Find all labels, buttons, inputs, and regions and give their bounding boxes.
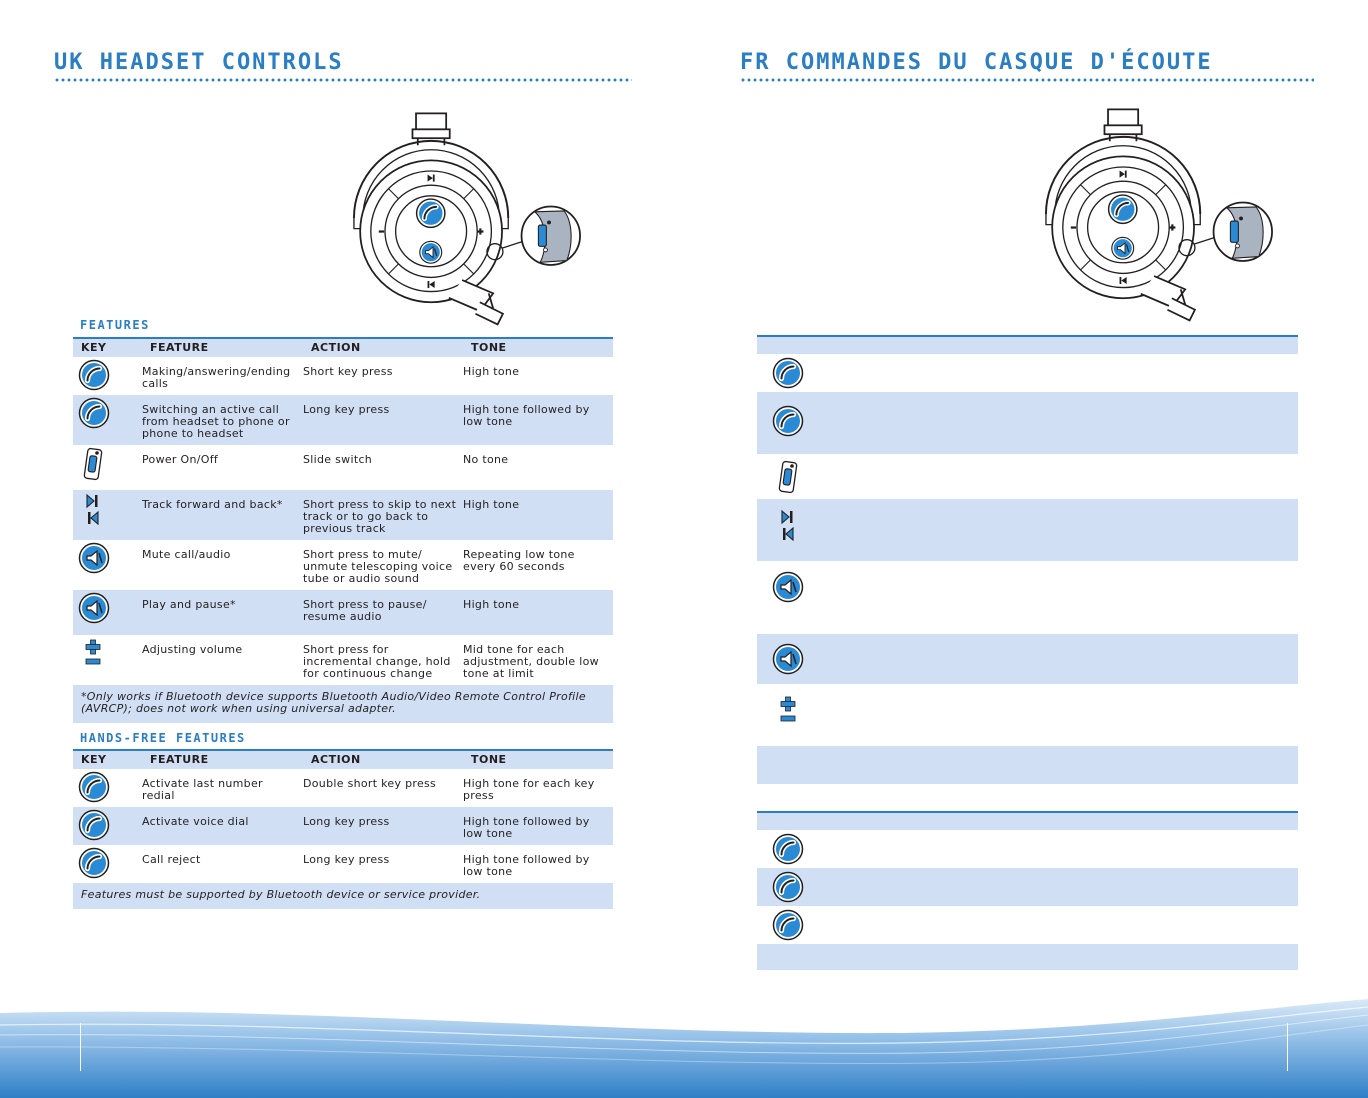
feature-cell: Mute call/audio: [142, 548, 231, 561]
tone-cell: Mid tone for each adjustment, double low tone at limit: [463, 643, 599, 680]
action-cell: Short press to skip to next track or to go back to previous track: [303, 498, 457, 535]
action-cell: Short press to pause/ resume audio: [303, 598, 427, 623]
page-margin-line: [80, 1023, 81, 1071]
table-row-band: [757, 746, 1298, 784]
table-header-band: [757, 813, 1298, 830]
table-row: [73, 490, 613, 540]
footer-wave-band: [0, 995, 1368, 1098]
feature-cell: Activate last number redial: [142, 777, 263, 802]
play-pause-icon: [78, 592, 110, 624]
table-row: [73, 357, 613, 395]
action-cell: Slide switch: [303, 453, 373, 466]
table-header-row: [73, 338, 613, 357]
feature-cell: Call reject: [142, 853, 201, 866]
footnote: Features must be supported by Bluetooth device or service provider.: [81, 888, 481, 901]
hands-free-heading: HANDS-FREE FEATURES: [80, 731, 246, 745]
table-row: [73, 635, 613, 685]
tone-cell: Repeating low tone every 60 seconds: [463, 548, 575, 573]
play-pause-icon: [772, 643, 804, 675]
table-row: [73, 883, 613, 909]
tone-cell: High tone followed by low tone: [463, 403, 590, 428]
headset-diagram: [1030, 97, 1296, 331]
col-feature: FEATURE: [150, 753, 209, 766]
tone-cell: High tone followed by low tone: [463, 853, 590, 878]
tone-cell: No tone: [463, 453, 509, 466]
action-cell: Short press to mute/ unmute telescoping voice tube or audio sound: [303, 548, 453, 585]
action-cell: Long key press: [303, 853, 390, 866]
call-icon: [772, 871, 804, 903]
action-cell: Double short key press: [303, 777, 437, 790]
col-tone: TONE: [471, 341, 507, 354]
table-header-band: [757, 337, 1298, 354]
action-cell: Long key press: [303, 403, 390, 416]
action-cell: Long key press: [303, 815, 390, 828]
table-row-band: [757, 868, 1298, 906]
tone-cell: High tone: [463, 365, 520, 378]
call-icon: [78, 809, 110, 841]
volume-icon: [778, 694, 798, 730]
footnote: *Only works if Bluetooth device supports Bluetooth Audio/Video Remote Control Profile (AVRCP); does not work when using universal adapter.: [81, 690, 586, 715]
table-row: [73, 540, 613, 590]
power-switch-icon: [83, 447, 103, 481]
table-row-band: [757, 392, 1298, 454]
col-action: ACTION: [311, 753, 361, 766]
call-icon: [772, 357, 804, 389]
call-icon: [78, 847, 110, 879]
call-icon: [78, 359, 110, 391]
page-margin-line: [1287, 1023, 1288, 1071]
table-row: [73, 590, 613, 635]
col-key: KEY: [81, 753, 107, 766]
feature-cell: Play and pause*: [142, 598, 236, 611]
table-row: [73, 395, 613, 445]
action-cell: Short press for incremental change, hold for continuous change: [303, 643, 451, 680]
call-icon: [772, 405, 804, 437]
mute-icon: [772, 571, 804, 603]
table-row: [73, 445, 613, 490]
call-icon: [772, 833, 804, 865]
table-row: [73, 769, 613, 807]
table-row: [73, 685, 613, 723]
feature-cell: Track forward and back*: [142, 498, 283, 511]
col-action: ACTION: [311, 341, 361, 354]
action-cell: Short key press: [303, 365, 393, 378]
title-dotted-rule: [54, 78, 632, 82]
volume-icon: [83, 637, 103, 673]
feature-cell: Switching an active call from headset to phone or phone to headset: [142, 403, 290, 440]
tone-cell: High tone: [463, 598, 520, 611]
col-key: KEY: [81, 341, 107, 354]
feature-cell: Power On/Off: [142, 453, 219, 466]
mute-icon: [78, 542, 110, 574]
hands-free-table: [73, 749, 613, 909]
tone-cell: High tone: [463, 498, 520, 511]
table-row: [73, 807, 613, 845]
feature-cell: Adjusting volume: [142, 643, 243, 656]
track-skip-icon: [778, 508, 798, 544]
features-heading: FEATURES: [80, 318, 150, 332]
fr-page-title: FR COMMANDES DU CASQUE D'ÉCOUTE: [740, 50, 1213, 75]
uk-page-title: UK HEADSET CONTROLS: [54, 50, 344, 75]
col-tone: TONE: [471, 753, 507, 766]
headset-diagram: [338, 101, 604, 335]
call-icon: [78, 397, 110, 429]
call-icon: [78, 771, 110, 803]
table-row: [73, 845, 613, 883]
table-row-band: [757, 944, 1298, 970]
tone-cell: High tone for each key press: [463, 777, 595, 802]
tone-cell: High tone followed by low tone: [463, 815, 590, 840]
table-row-band: [757, 634, 1298, 684]
features-table: [73, 337, 613, 723]
table-row-band: [757, 499, 1298, 561]
feature-cell: Making/answering/ending calls: [142, 365, 291, 390]
feature-cell: Activate voice dial: [142, 815, 249, 828]
power-switch-icon: [778, 460, 798, 494]
table-header-row: [73, 750, 613, 769]
call-icon: [772, 909, 804, 941]
track-skip-icon: [83, 492, 103, 528]
col-feature: FEATURE: [150, 341, 209, 354]
title-dotted-rule: [740, 78, 1314, 82]
